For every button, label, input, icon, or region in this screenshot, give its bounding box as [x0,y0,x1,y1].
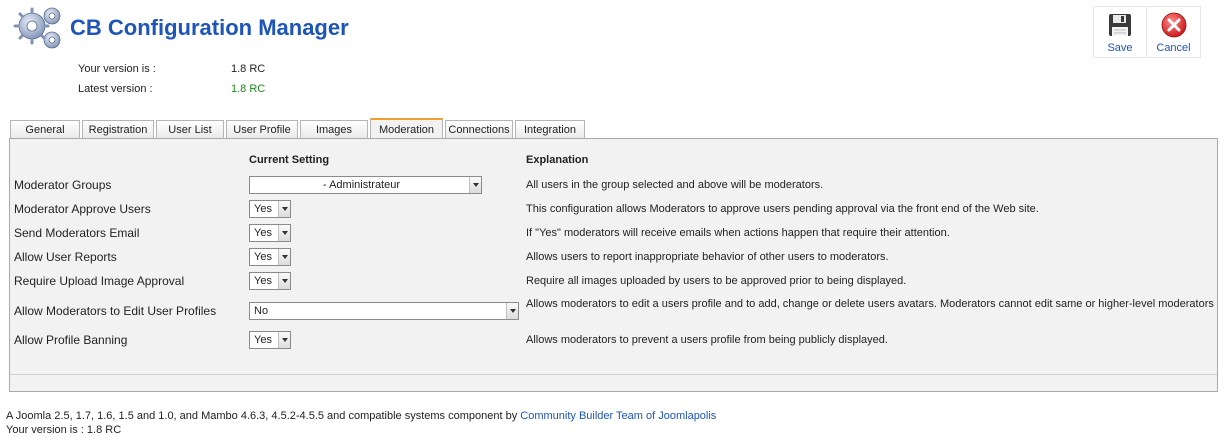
tab-registration[interactable]: Registration [82,120,154,139]
tab-user-profile[interactable]: User Profile [226,120,298,139]
tab-integration[interactable]: Integration [515,120,585,139]
save-label: Save [1107,42,1133,54]
chevron-down-icon [469,177,481,193]
chevron-down-icon [278,332,290,348]
moderation-panel [9,138,1218,392]
setting-label: Allow Profile Banning [14,333,128,347]
approve-users-select[interactable]: Yes [249,200,291,218]
profile-banning-select[interactable]: Yes [249,331,291,349]
setting-explanation: Allows moderators to prevent a users profile from being publicly displayed. [526,334,888,346]
setting-explanation: All users in the group selected and above will be moderators. [526,179,824,191]
tab-user-list[interactable]: User List [156,120,224,139]
chevron-down-icon [278,249,290,265]
setting-explanation: Allows users to report inappropriate behavior of other users to moderators. [526,251,889,263]
setting-explanation: This configuration allows Moderators to approve users pending approval via the front end of the Web site. [526,203,1039,215]
setting-explanation: Allows moderators to edit a users profile and to add, change or delete users avatars. Moderators cannot edit same or higher-level moderators [526,298,1214,310]
save-button[interactable] [1093,6,1147,58]
explanation-header: Explanation [526,154,589,166]
gears-icon [12,4,66,54]
cancel-label: Cancel [1156,42,1191,54]
your-version-value: 1.8 RC [231,63,266,75]
setting-label: Allow User Reports [14,250,117,264]
floppy-disk-icon [1106,11,1134,39]
your-version-label: Your version is : [78,63,156,75]
config-tabs [10,118,587,139]
tab-connections[interactable]: Connections [445,120,513,139]
chevron-down-icon [278,273,290,289]
current-setting-header: Current Setting [249,154,330,166]
page-footer [6,409,716,437]
moderator-groups-select[interactable]: - Administrateur [249,176,482,194]
chevron-down-icon [278,225,290,241]
setting-label: Send Moderators Email [14,226,140,240]
joomlapolis-link[interactable]: Community Builder Team of Joomlapolis [520,410,717,422]
page-title: CB Configuration Manager [70,15,349,40]
cancel-circle-icon [1160,11,1188,39]
setting-label: Moderator Groups [14,178,112,192]
tab-moderation[interactable]: Moderation [370,118,443,139]
panel-divider [10,374,1217,375]
page-header [0,0,1228,110]
cancel-button[interactable] [1147,6,1201,58]
setting-explanation: If "Yes" moderators will receive emails when actions happen that require their attention. [526,227,950,239]
latest-version-value: 1.8 RC [231,83,266,95]
send-email-select[interactable]: Yes [249,224,291,242]
tab-images[interactable]: Images [300,120,368,139]
setting-label: Allow Moderators to Edit User Profiles [14,304,217,318]
image-approval-select[interactable]: Yes [249,272,291,290]
version-info [78,63,265,103]
footer-version: Your version is : 1.8 RC [6,424,122,436]
toolbar [1093,6,1201,58]
setting-explanation: Require all images uploaded by users to be approved prior to being displayed. [526,275,907,287]
tab-general[interactable]: General [10,120,80,139]
chevron-down-icon [278,201,290,217]
footer-credit [6,409,716,423]
setting-label: Moderator Approve Users [14,202,151,216]
setting-label: Require Upload Image Approval [14,274,185,288]
chevron-down-icon [506,303,518,319]
edit-profiles-select[interactable]: No [249,302,519,320]
user-reports-select[interactable]: Yes [249,248,291,266]
footer-credit-text: A Joomla 2.5, 1.7, 1.6, 1.5 and 1.0, and Mambo 4.6.3, 4.5.2-4.5.5 and compatible systems component by [6,410,518,422]
latest-version-label: Latest version : [78,83,153,95]
